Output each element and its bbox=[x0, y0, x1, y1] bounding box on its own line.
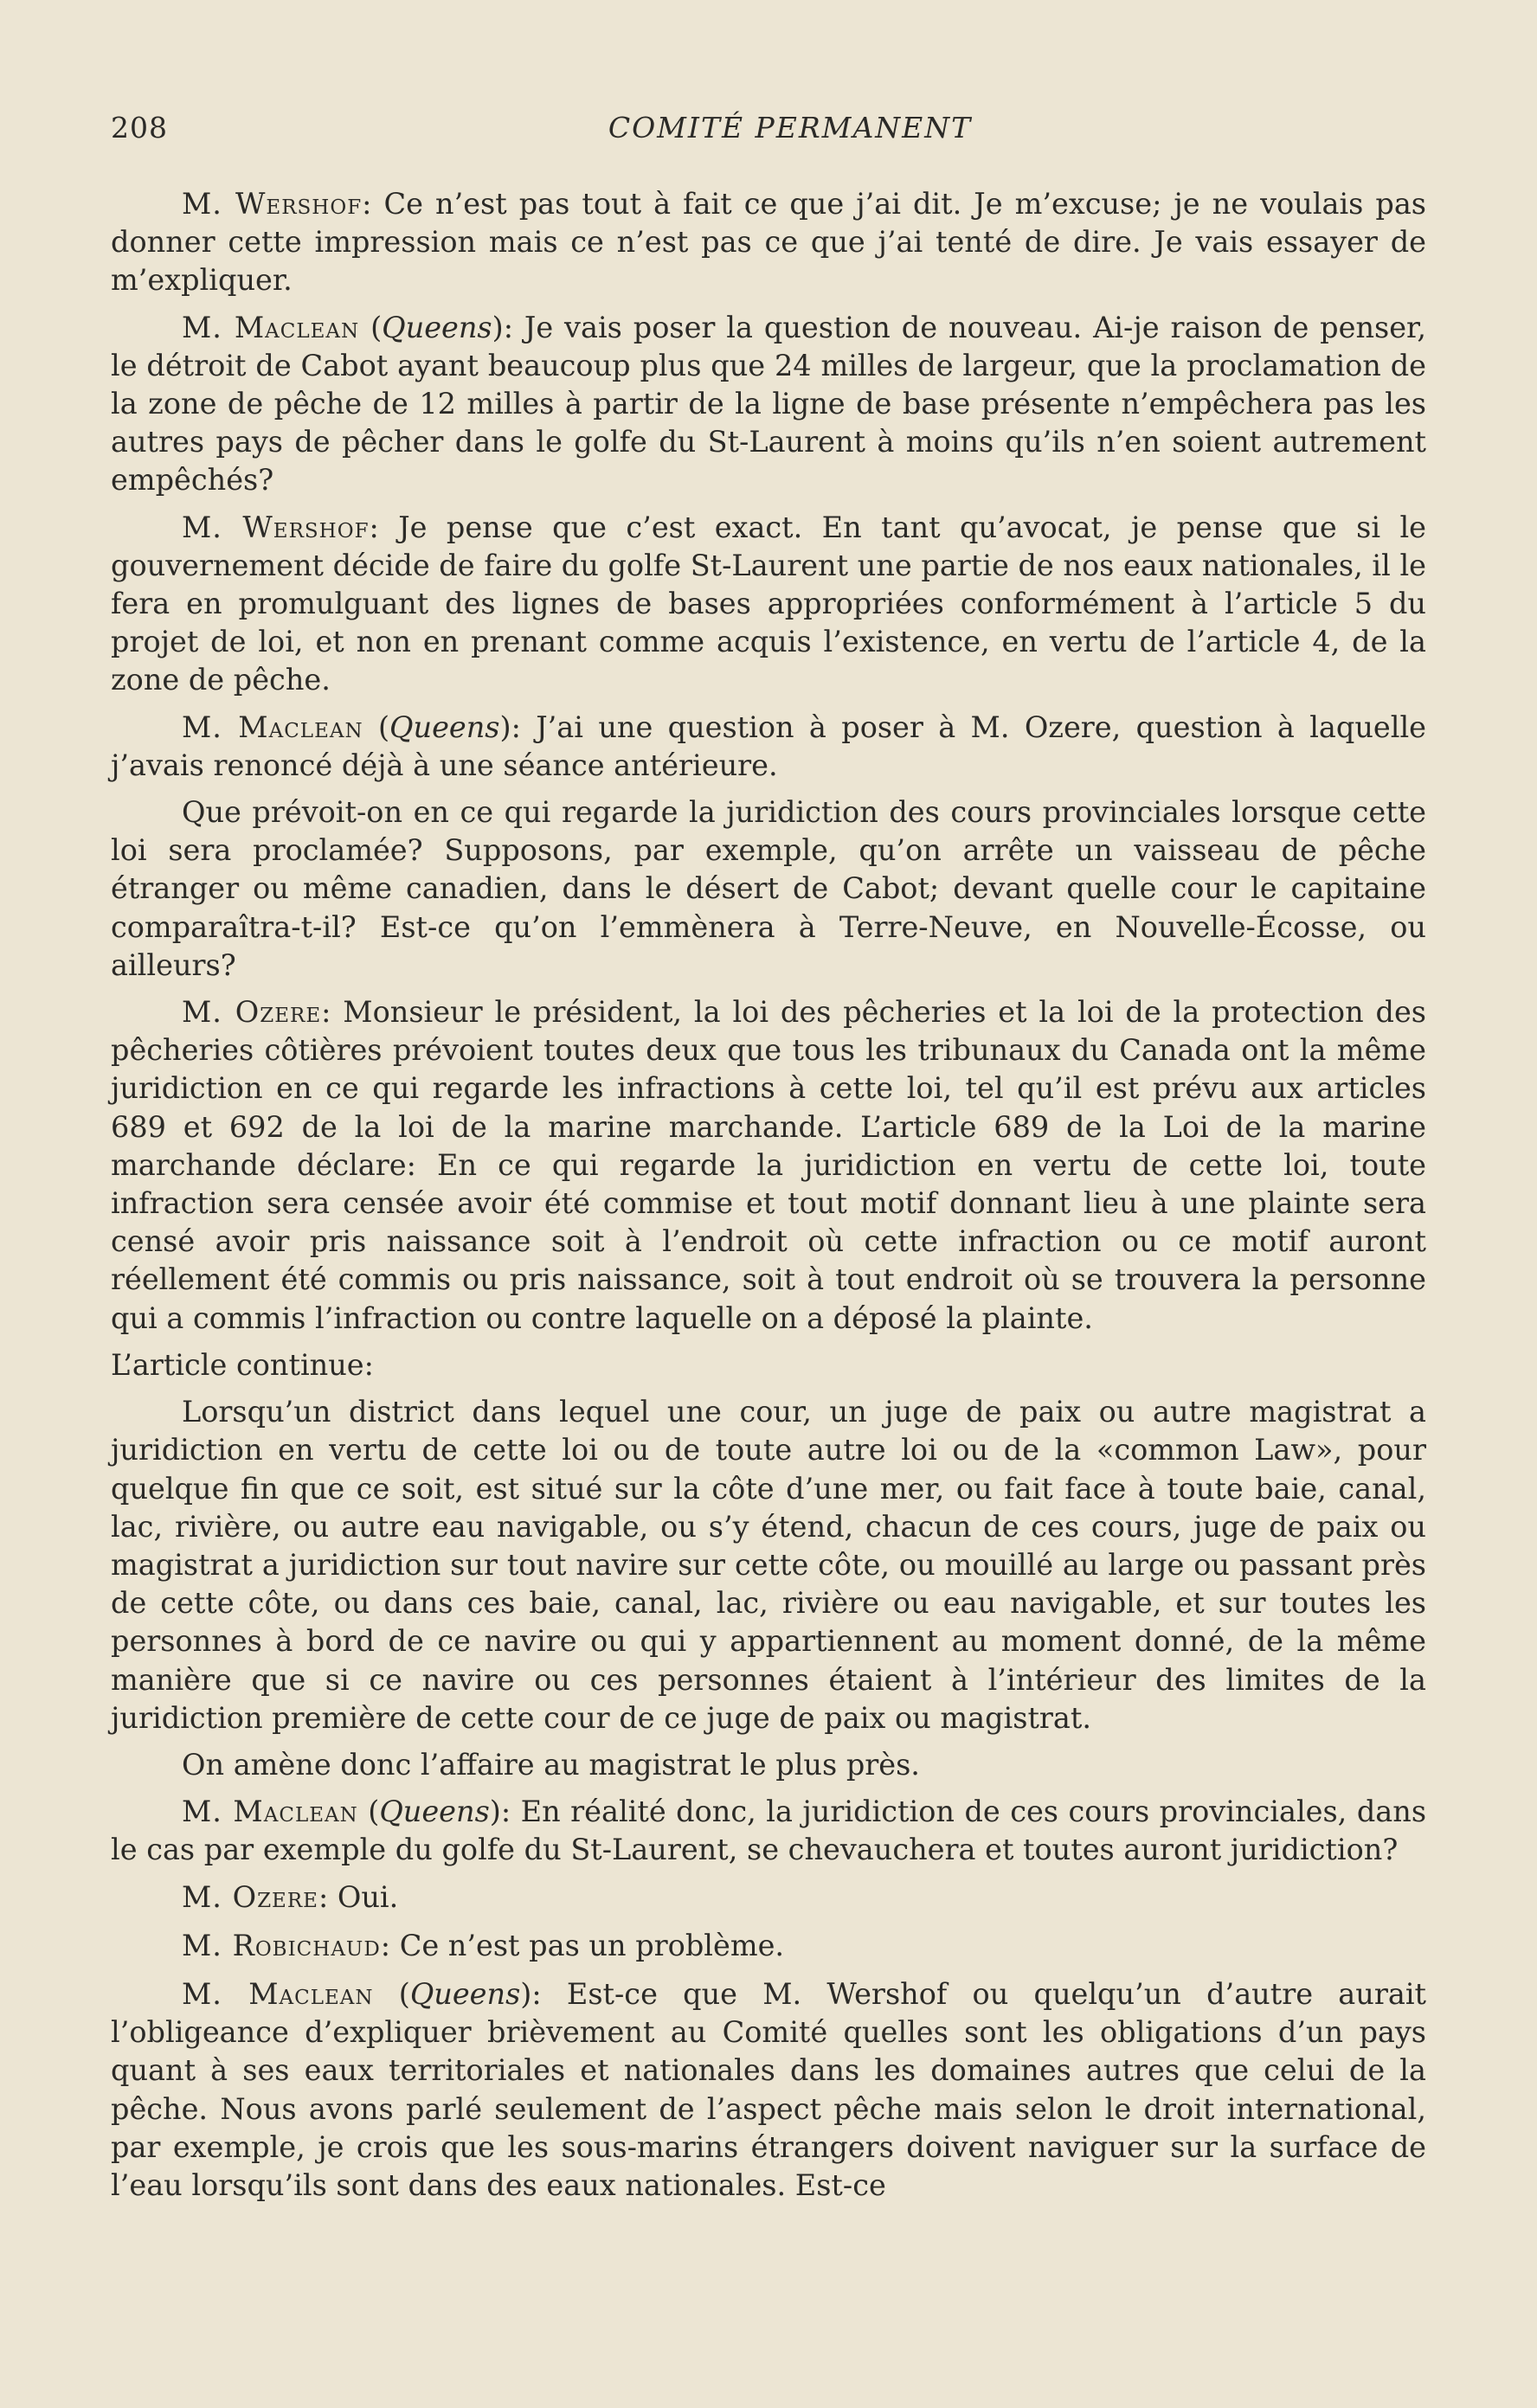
page-header bbox=[111, 111, 1426, 154]
paragraph bbox=[111, 1393, 1426, 1737]
speaker-name: M. Maclean bbox=[182, 710, 363, 744]
paragraph-text: L’article continue: bbox=[111, 1347, 374, 1382]
paragraph bbox=[111, 1746, 1426, 1784]
speaker-name: M. Ozere bbox=[182, 1879, 318, 1914]
speaker-name: M. Maclean bbox=[182, 310, 360, 344]
speaker-name: M. Wershof bbox=[182, 187, 363, 221]
paragraph bbox=[111, 185, 1426, 300]
paragraph bbox=[111, 1878, 1426, 1917]
paragraph bbox=[111, 1346, 1426, 1384]
riding-name: Queens bbox=[379, 1795, 490, 1829]
paragraph-text: On amène donc l’affaire au magistrat le plus près. bbox=[182, 1747, 920, 1782]
paragraph-text: Que prévoit-on en ce qui regarde la juridiction des cours provinciales lorsque cette loi sera proclamée? Supposons, par exemple, qu’on arrête un vaisseau de pêche étranger ou même canadien, dans le désert de Cabot; devant quelle cour le capitaine comparaîtra-t-il? Est-ce qu’on l’emmènera à Terre-Neuve, en Nouvelle-Écosse, ou ailleurs? bbox=[111, 795, 1426, 982]
riding-name: Queens bbox=[389, 710, 500, 744]
paragraph-text: : Je vais poser la question de nouveau. Ai-je raison de penser, le détroit de Cabot ayant beaucoup plus que 24 milles de largeur, que la proclamation de la zone de pêche de 12 milles à partir de la ligne de base présente n’empêchera pas les autres pays de pêcher dans le golfe du St-Laurent à moins qu’ils n’en soient autrement empêchés? bbox=[111, 310, 1427, 498]
paragraph: M. Maclean (Queens): Est-ce que M. Wershof ou quelqu’un d’autre aurait l’obligeance d’expliquer brièvement au Comité quelles sont les obligations d’un pays quant à ses eaux territoriales et nationales dans les domaines autres que celui de la pêche. Nous avons parlé seulement de l’aspect pêche mais selon le droit international, par exemple, je crois que les sous-marins étrangers doivent naviguer sur la surface de l’eau lorsqu’ils sont dans des eaux nationales. Est-ce bbox=[111, 1976, 1427, 2202]
riding-name: Queens bbox=[409, 1976, 521, 2011]
paragraph-text: : Ce n’est pas un problème. bbox=[380, 1928, 785, 1962]
paragraph-text: : Est-ce que M. Wershof ou quelqu’un d’autre aurait l’obligeance d’expliquer brièvement au Comité quelles sont les obligations d’un pays quant à ses eaux territoriales et nationales dans les domaines autres que celui de la pêche. Nous avons parlé seulement de l’aspect pêche mais selon le droit international, par exemple, je crois que les sous-marins étrangers doivent naviguer sur la surface de l’eau lorsqu’ils sont dans des eaux nationales. Est-ce bbox=[111, 1976, 1427, 2202]
paragraph-text: : Je pense que c’est exact. En tant qu’avocat, je pense que si le gouvernement décide de faire du golfe St-Laurent une partie de nos eaux nationales, il le fera en promulguant des lignes de bases appropriées conformément à l’article 5 du projet de loi, et non en prenant comme acquis l’existence, en vertu de l’article 4, de la zone de pêche. bbox=[111, 510, 1426, 697]
speaker-name: M. Robichaud bbox=[182, 1928, 381, 1962]
paragraph: M. Maclean (Queens): En réalité donc, la juridiction de ces cours provinciales, dans le cas par exemple du golfe du St-Laurent, se chevauchera et toutes auront juridiction? bbox=[111, 1795, 1427, 1867]
page-number: 208 bbox=[111, 111, 168, 144]
paragraph-text: : Ce n’est pas tout à fait ce que j’ai dit. Je m’excuse; je ne voulais pas donner cette impression mais ce n’est pas ce que j’ai tenté de dire. Je vais essayer de m’expliquer. bbox=[111, 187, 1426, 298]
document-body bbox=[111, 185, 1426, 2213]
paragraph-text: : En réalité donc, la juridiction de ces cours provinciales, dans le cas par exemple du golfe du St-Laurent, se chevauchera et toutes auront juridiction? bbox=[111, 1795, 1427, 1867]
speaker-name: M. Wershof bbox=[182, 510, 370, 544]
paragraph: M. Maclean (Queens): J’ai une question à poser à M. Ozere, question à laquelle j’avais renoncé déjà à une séance antérieure. bbox=[111, 710, 1427, 782]
paragraph bbox=[111, 793, 1426, 985]
paragraph-text: : Monsieur le président, la loi des pêcheries et la loi de la protection des pêcheries côtières prévoient toutes deux que tous les tribunaux du Canada ont la même juridiction en ce qui regarde les infractions à cette loi, tel qu’il est prévu aux articles 689 et 692 de la loi de la marine marchande. L’article 689 de la Loi de la marine marchande déclare: En ce qui regarde la juridiction en vertu de cette loi, toute infraction sera censée avoir été commise et tout motif donnant lieu à une plainte sera censé avoir pris naissance soit à l’endroit où cette infraction ou ce motif auront réellement été commis ou pris naissance, soit à tout endroit où se trouvera la personne qui a commis l’infraction ou contre laquelle on a déposé la plainte. bbox=[111, 995, 1426, 1335]
paragraph-text: : J’ai une question à poser à M. Ozere, question à laquelle j’avais renoncé déjà à une séance antérieure. bbox=[111, 710, 1427, 782]
paragraph bbox=[111, 1927, 1426, 1965]
riding-name: Queens bbox=[382, 310, 492, 344]
running-title: COMITÉ PERMANENT bbox=[608, 111, 973, 144]
paragraph bbox=[111, 509, 1426, 700]
speaker-name: M. Maclean bbox=[182, 1976, 374, 2011]
paragraph: M. Maclean (Queens): Je vais poser la question de nouveau. Ai-je raison de penser, le détroit de Cabot ayant beaucoup plus que 24 milles de largeur, que la proclamation de la zone de pêche de 12 milles à partir de la ligne de base présente n’empêchera pas les autres pays de pêcher dans le golfe du St-Laurent à moins qu’ils n’en soient autrement empêchés? bbox=[111, 310, 1427, 498]
paragraph bbox=[111, 993, 1426, 1338]
speaker-name: M. Ozere bbox=[182, 995, 322, 1030]
paragraph-text: Lorsqu’un district dans lequel une cour, un juge de paix ou autre magistrat a juridiction en vertu de cette loi ou de toute autre loi ou de la «common Law», pour quelque fin que ce soit, est situé sur la côte d’une mer, ou fait face à toute baie, canal, lac, rivière, ou autre eau navigable, ou s’y étend, chacun de ces cours, juge de paix ou magistrat a juridiction sur tout navire sur cette côte, ou mouillé au large ou passant près de cette côte, ou dans ces baie, canal, lac, rivière ou eau navigable, et sur toutes les personnes à bord de ce navire ou qui y appartiennent au moment donné, de la même manière que si ce navire ou ces personnes étaient à l’intérieur des limites de la juridiction première de cette cour de ce juge de paix ou magistrat. bbox=[111, 1395, 1426, 1735]
speaker-name: M. Maclean bbox=[182, 1795, 358, 1829]
paragraph-text: : Oui. bbox=[318, 1879, 399, 1914]
